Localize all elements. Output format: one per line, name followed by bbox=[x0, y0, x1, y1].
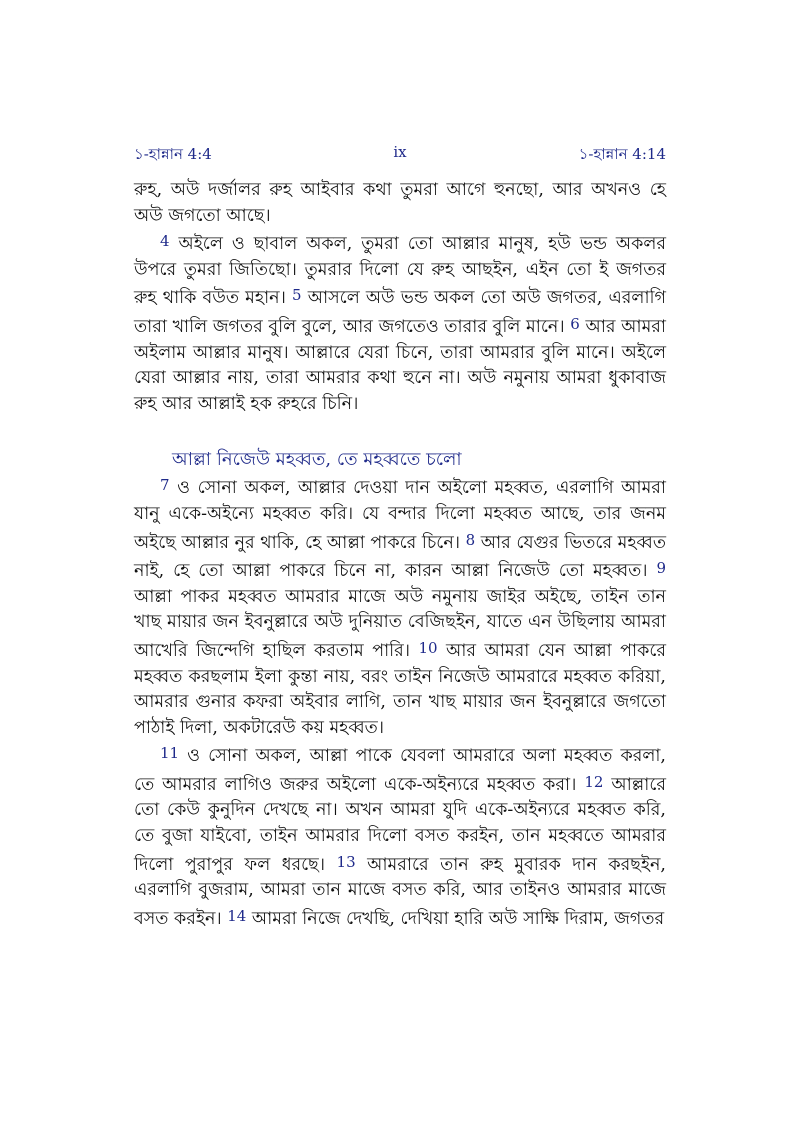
paragraph bbox=[134, 178, 666, 229]
verse-text: আর আমরা যেন আল্লা পাকরে মহব্বত করছলাম ইলা কুন্তা নায়, বরং তাইন নিজেউ আমরারে মহব্বত করিয়া, আমরার গুনার কফরা অইবার লাগি, তান খাছ মায়ার জন ইবনুল্লারে জগতো পাঠাই দিলা, অকটারেউ কয় মহব্বত। bbox=[134, 640, 666, 738]
page-number: ix bbox=[393, 143, 407, 161]
section-heading: আল্লা নিজেউ মহব্বত, তে মহব্বতে চলো bbox=[172, 449, 462, 471]
verse-number: 8 bbox=[465, 530, 476, 549]
header-right-reference: ১-হান্নান 4:14 bbox=[578, 145, 666, 163]
paragraph bbox=[134, 741, 666, 932]
verse-text: ও সোনা অকল, আল্লা পাকে যেবলা আমরারে অলা মহব্বত করলা, তে আমরার লাগিও জরুর অইলো একে-অইন্যরে মহব্বত করা। bbox=[134, 746, 666, 795]
verse-text: আল্লা পাকর মহব্বত আমরার মাজে অউ নমুনায় জাইর অইছে, তাইন তান খাছ মায়ার জন ইবনুল্লারে অউ দুনিয়াত বেজিছইন, যাতে এন উছিলায় আমরা আখেরি জিন্দেগি হাছিল করতাম পারি। bbox=[134, 586, 666, 661]
verse-text: অইলে ও ছাবাল অকল, তুমরা তো আল্লার মানুষ, হউ ভন্ড অকলর উপরে তুমরা জিতিছো। তুমরার দিলো যে রুহ আছইন, এইন তো ই জগতর রুহ থাকি বউত মহান। bbox=[134, 234, 666, 309]
verse-number: 11 bbox=[160, 744, 180, 763]
verse-text: আসলে অউ ভন্ড অকল তো অউ জগতর, এরলাগি তারা খালি জগতর বুলি বুলে, আর জগতেও তারার বুলি মানে। bbox=[134, 288, 666, 337]
verse-number: 9 bbox=[656, 559, 666, 578]
running-header bbox=[134, 143, 666, 165]
verse-text: ও সোনা অকল, আল্লার দেওয়া দান অইলো মহব্বত, এরলাগি আমরা যানু একে-অইন্যে মহব্বত করি। যে বন্দার দিলো মহব্বত আছে, তার জনম অইছে আল্লার নুর থাকি, হে আল্লা পাকরে চিনে। bbox=[134, 478, 666, 553]
verse-number: 12 bbox=[584, 772, 604, 791]
verse-number: 5 bbox=[292, 286, 302, 305]
verse-text: আল্লারে তো কেউ কুনুদিন দেখছে না। অখন আমরা যুদি একে-অইন্যরে মহব্বত করি, তে বুজা যাইবো, তাইন আমরার দিলো বসত করইন, তান মহব্বতে আমরার দিলো পুরাপুর ফল ধরছে। bbox=[134, 774, 666, 875]
paragraph bbox=[134, 229, 666, 417]
verse-text: আমরা নিজে দেখছি, দেখিয়া হারি অউ সাক্ষি দিরাম, জগতর bbox=[246, 908, 665, 929]
verse-number: 7 bbox=[160, 476, 170, 495]
verse-text: আমরারে তান রুহ মুবারক দান করছইন, এরলাগি বুজরাম, আমরা তান মাজে বসত করি, আর তাইনও আমরার মাজে বসত করইন। bbox=[134, 854, 666, 929]
verse-number: 10 bbox=[418, 638, 438, 657]
paragraph bbox=[134, 473, 666, 741]
verse-text: আর যেগুর ভিতরে মহব্বত নাই, হে তো আল্লা পাকরে চিনে না, কারন আল্লা নিজেউ তো মহব্বত। bbox=[134, 532, 666, 582]
verse-number: 14 bbox=[227, 906, 247, 925]
verse-number: 13 bbox=[336, 852, 356, 871]
verse-number: 4 bbox=[160, 232, 170, 251]
verse-text: আর আমরা অইলাম আল্লার মানুষ। আল্লারে যেরা চিনে, তারা আমরার বুলি মানে। অইলে যেরা আল্লার নায়, তারা আমরার কথা হুনে না। অউ নমুনায় আমরা ধুকাবাজ রুহ আর আল্লাই হক রুহরে চিনি। bbox=[134, 316, 666, 414]
page-body bbox=[134, 178, 666, 932]
header-left-reference: ১-হান্নান 4:4 bbox=[134, 145, 212, 163]
verse-text: রুহ, অউ দর্জালর রুহ আইবার কথা তুমরা আগে হুনছো, আর অখনও হে অউ জগতো আছে। bbox=[134, 180, 666, 226]
verse-number: 6 bbox=[570, 314, 580, 333]
